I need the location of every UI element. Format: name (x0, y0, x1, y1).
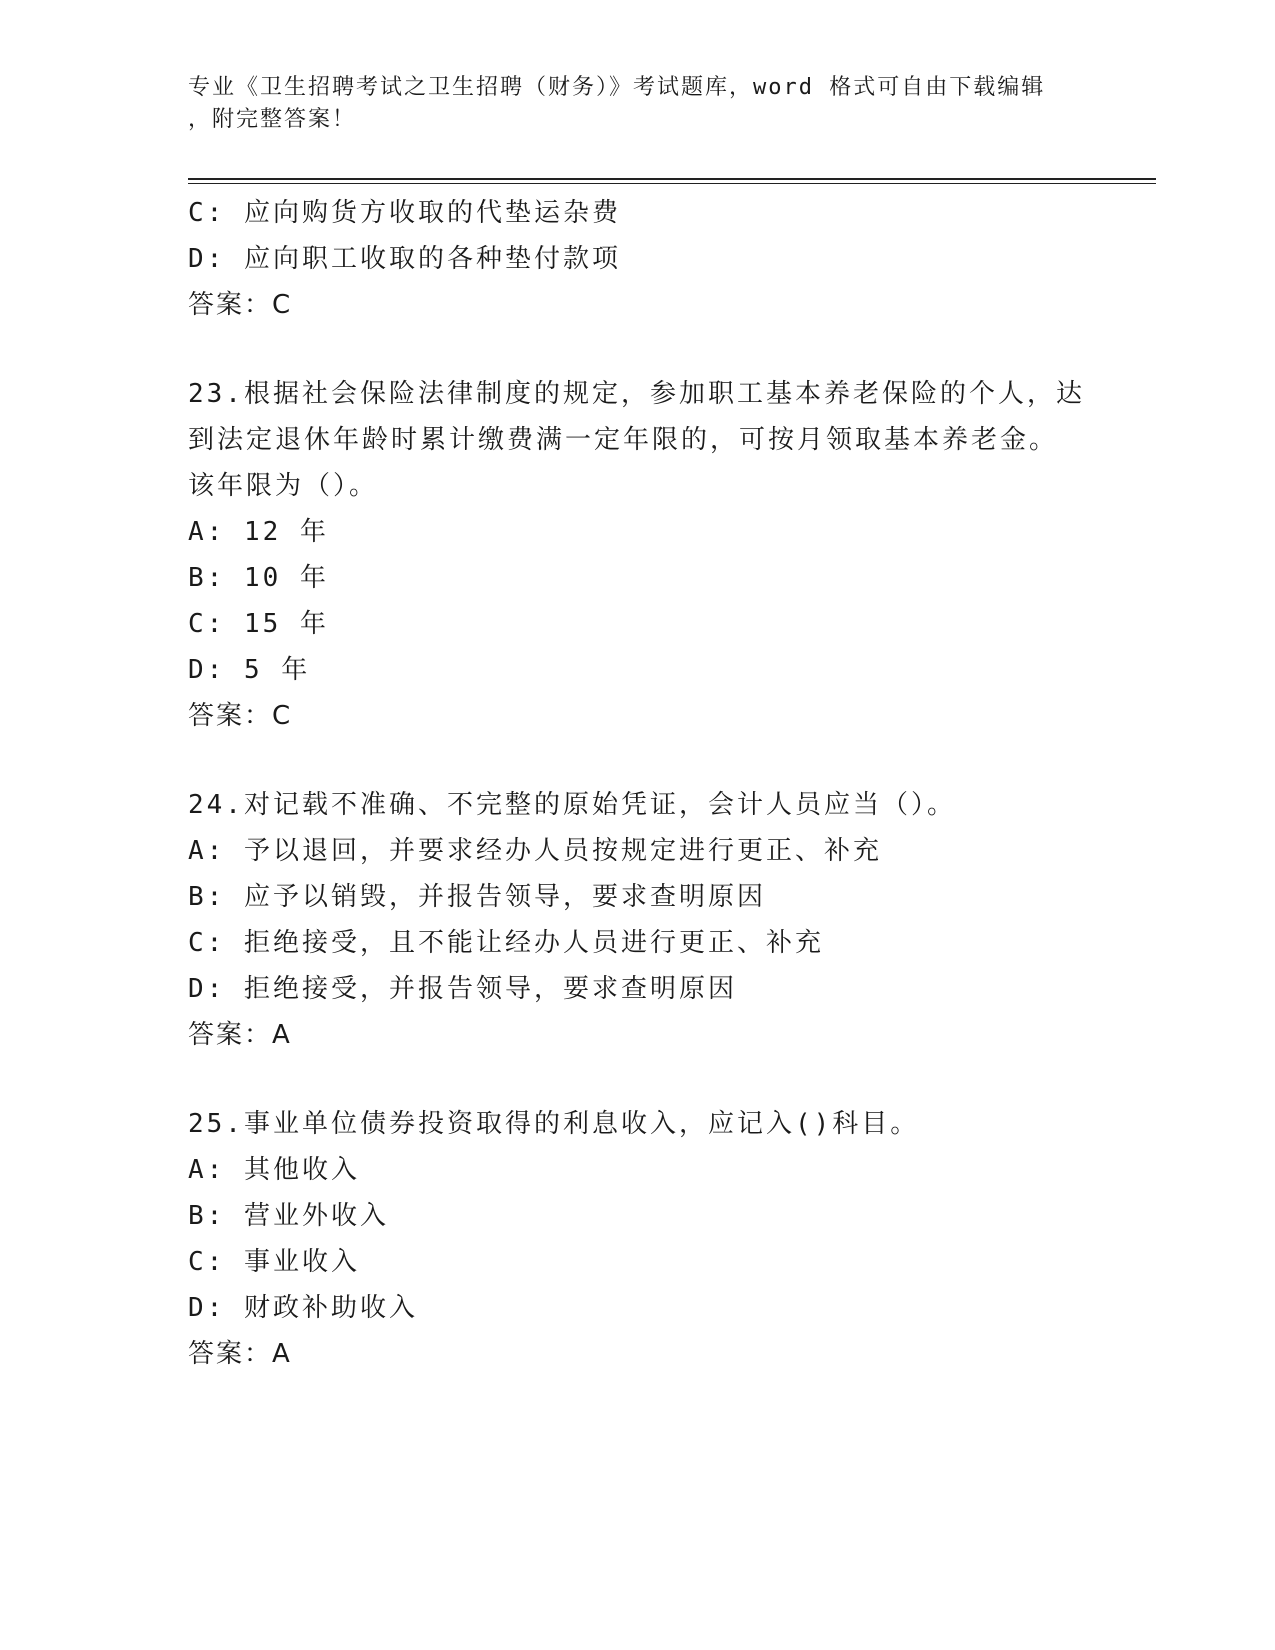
question-text: 25.事业单位债券投资取得的利息收入，应记入()科目。 (188, 1109, 920, 1139)
question-24 (188, 782, 1088, 1058)
option-b: B: 营业外收入 (188, 1201, 389, 1231)
spacer (188, 1058, 1088, 1101)
option-d: D: 拒绝接受，并报告领导，要求查明原因 (188, 974, 737, 1004)
answer: 答案：C (188, 701, 293, 731)
question-23 (188, 371, 1088, 739)
header-line-1: 专业《卫生招聘考试之卫生招聘（财务）》考试题库，word 格式可自由下载编辑 (188, 75, 1046, 100)
option-a: A: 予以退回，并要求经办人员按规定进行更正、补充 (188, 836, 882, 866)
answer: 答案：A (188, 1020, 292, 1050)
option-a: A: 其他收入 (188, 1155, 360, 1185)
question-text: 23.根据社会保险法律制度的规定，参加职工基本养老保险的个人，达 (188, 379, 1085, 409)
answer: 答案：C (188, 290, 293, 320)
option-c: C: 应向购货方收取的代垫运杂费 (188, 198, 621, 228)
header-divider-thick (188, 178, 1156, 180)
spacer (188, 328, 1088, 371)
option-c: C: 事业收入 (188, 1247, 360, 1277)
spacer (188, 739, 1088, 782)
option-c: C: 15 年 (188, 609, 329, 639)
option-b: B: 10 年 (188, 563, 329, 593)
option-d: D: 财政补助收入 (188, 1293, 418, 1323)
header-divider-thin (188, 183, 1156, 184)
option-c: C: 拒绝接受，且不能让经办人员进行更正、补充 (188, 928, 824, 958)
option-d: D: 应向职工收取的各种垫付款项 (188, 244, 621, 274)
question-text: 24.对记载不准确、不完整的原始凭证，会计人员应当（）。 (188, 790, 956, 820)
question-text: 到法定退休年龄时累计缴费满一定年限的，可按月领取基本养老金。 (188, 425, 1059, 455)
answer: 答案：A (188, 1339, 292, 1369)
option-b: B: 应予以销毁，并报告领导，要求查明原因 (188, 882, 766, 912)
question-text: 该年限为（）。 (188, 471, 379, 501)
header-line-2: ，附完整答案！ (188, 107, 357, 132)
question-25 (188, 1101, 1088, 1377)
question-list (188, 190, 1088, 1377)
option-d: D: 5 年 (188, 655, 311, 685)
document-header (188, 72, 1088, 136)
option-a: A: 12 年 (188, 517, 329, 547)
question-22-tail (188, 190, 1088, 328)
